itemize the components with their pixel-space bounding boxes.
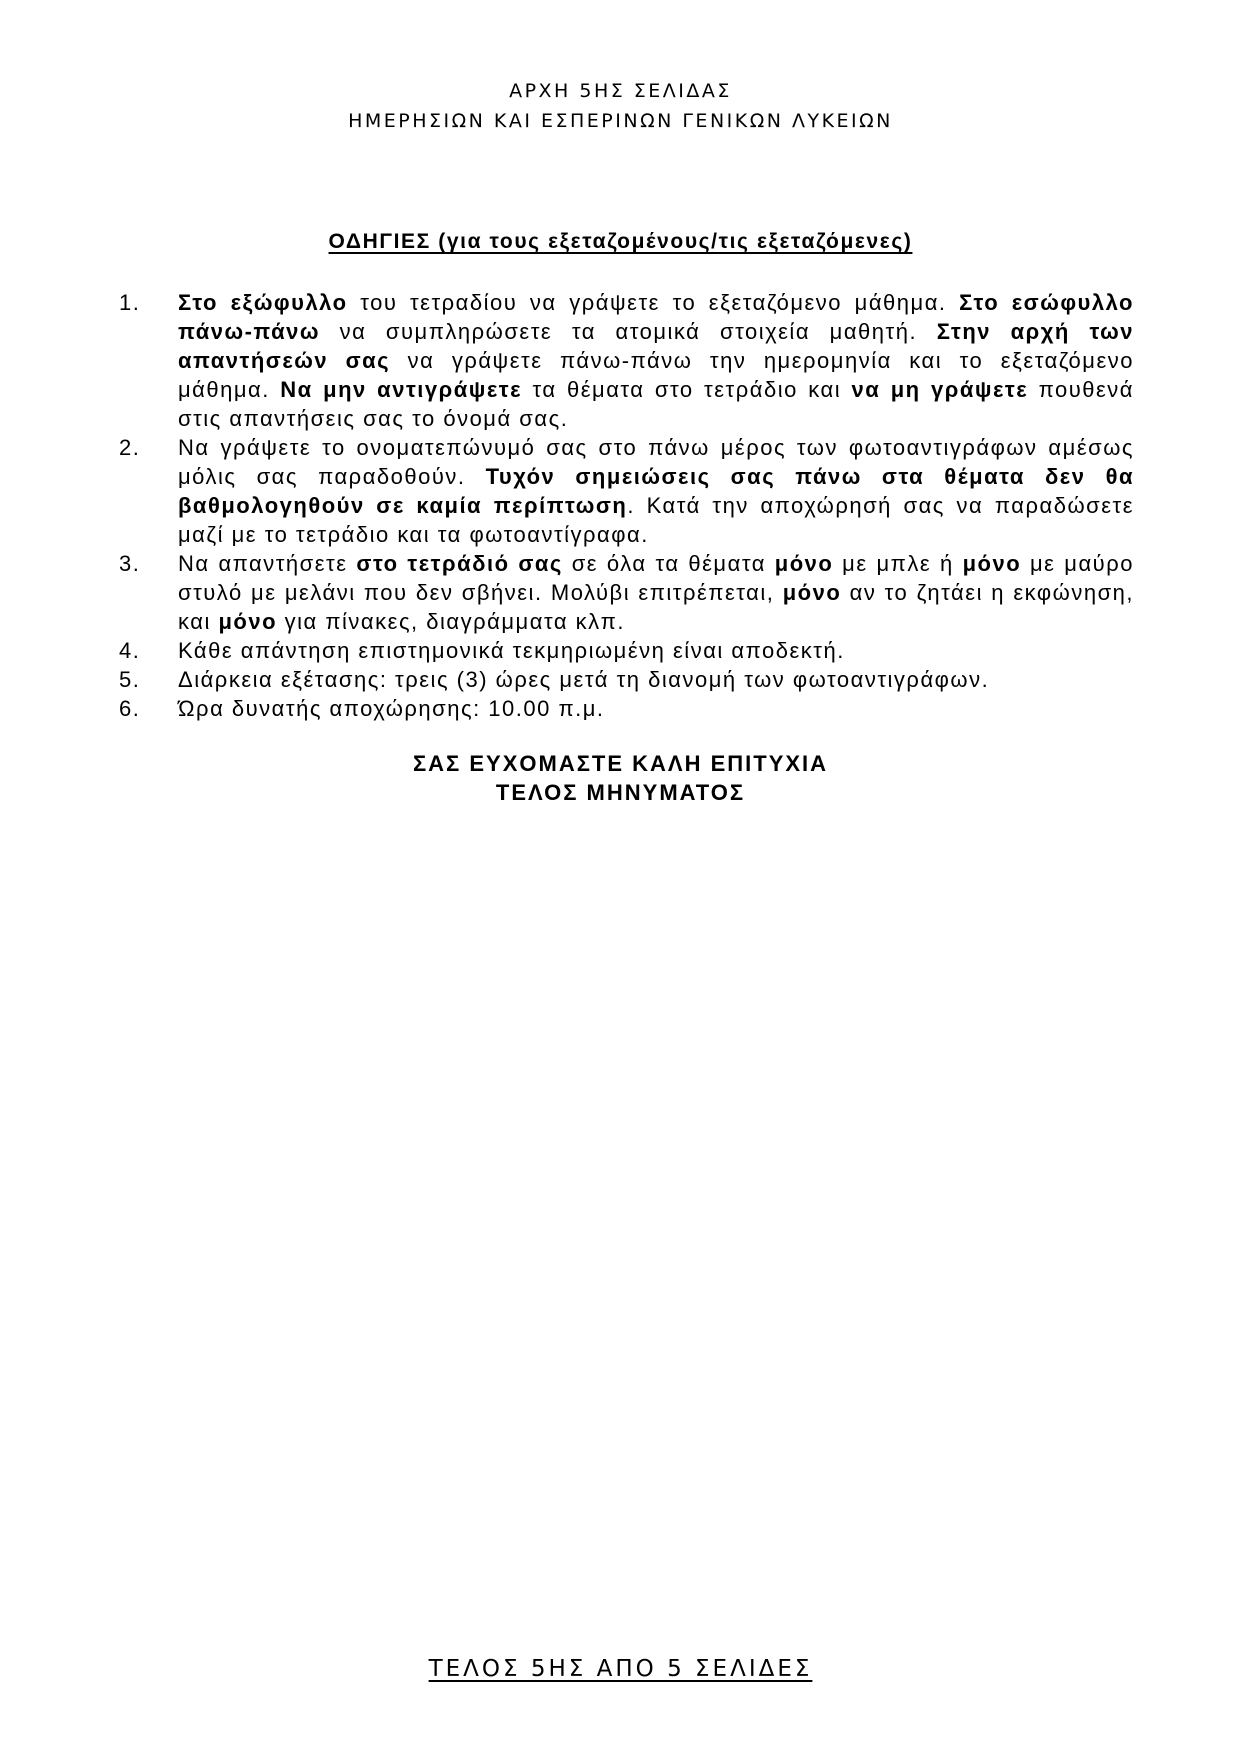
instruction-emphasis: στο τετράδιό σας [356,551,563,576]
instruction-text: με μαύρο στυλό με μελάνι που δεν σβήνει. Μολύβι επιτρέπεται, [178,551,1134,605]
instruction-text: . Κατά την αποχώρησή σας να παραδώσετε μαζί με το τετράδιο και τα φωτοαντίγραφα. [178,493,1135,547]
instruction-emphasis: μόνο [218,609,278,634]
instruction-emphasis: Στο εξώφυλλο [178,290,348,315]
instruction-number: 5. [119,667,141,692]
instruction-number: 2. [119,435,141,460]
instructions-title: ΟΔΗΓΙΕΣ (για τους εξεταζομένους/τις εξεταζόμενες) [328,230,913,253]
instruction-text: Ώρα δυνατής αποχώρησης: 10.00 π.μ. [178,696,605,721]
instruction-item [119,636,1134,665]
instruction-emphasis: Να μην αντιγράψετε [280,377,523,402]
instruction-item [119,433,1134,549]
instruction-number: 3. [119,551,141,576]
instruction-text: Κάθε απάντηση επιστημονικά τεκμηριωμένη είναι αποδεκτή. [178,638,845,663]
page-footer: ΤΕΛΟΣ 5ΗΣ ΑΠΟ 5 ΣΕΛΙΔΕΣ [428,1656,813,1682]
instruction-number: 1. [119,290,141,315]
instruction-text: αν το ζητάει η εκφώνηση, και [178,580,1134,634]
closing-line-1: ΣΑΣ ΕΥΧΟΜΑΣΤΕ ΚΑΛΗ ΕΠΙΤΥΧΙΑ [412,751,829,776]
instruction-emphasis: μόνο [774,551,834,576]
instruction-text: τα θέματα στο τετράδιο και [522,377,852,402]
instruction-emphasis: μόνο [782,580,842,605]
page-header-line-1: ΑΡΧΗ 5ΗΣ ΣΕΛΙΔΑΣ [509,80,732,102]
page-header [0,76,1241,136]
instruction-emphasis: Τυχόν σημειώσεις σας πάνω στα θέματα δεν θα βαθμολογηθούν σε καμία περίπτωση [178,464,1134,518]
instruction-item [119,549,1134,636]
instruction-emphasis: Στο εσώφυλλο πάνω-πάνω [178,290,1134,344]
instruction-item [119,694,1134,723]
instruction-text: πουθενά στις απαντήσεις σας το όνομά σας. [178,377,1135,431]
closing-message [0,749,1241,807]
instruction-item [119,288,1134,433]
closing-line-2: ΤΕΛΟΣ ΜΗΝΥΜΑΤΟΣ [495,780,746,805]
instruction-text: να γράψετε πάνω-πάνω την ημερομηνία και το εξεταζόμενο μάθημα. [178,348,1134,402]
page-header-line-2: ΗΜΕΡΗΣΙΩΝ ΚΑΙ ΕΣΠΕΡΙΝΩΝ ΓΕΝΙΚΩΝ ΛΥΚΕΙΩΝ [348,110,893,132]
instruction-text: να συμπληρώσετε τα ατομικά στοιχεία μαθητή. [319,319,937,344]
instruction-number: 4. [119,638,141,663]
instruction-text: Διάρκεια εξέτασης: τρεις (3) ώρες μετά τη διανομή των φωτοαντιγράφων. [178,667,990,692]
instruction-text: Να απαντήσετε [178,551,357,576]
instruction-text: με μπλε ή [833,551,963,576]
instruction-emphasis: Στην αρχή των απαντήσεών σας [178,319,1135,373]
instruction-item [119,665,1134,694]
instruction-number: 6. [119,696,141,721]
instruction-emphasis: μόνο [962,551,1022,576]
instruction-text: σε όλα τα θέματα [562,551,775,576]
instruction-text: για πίνακες, διαγράμματα κλπ. [277,609,625,634]
instruction-emphasis: να μη γράψετε [851,377,1029,402]
instruction-text: Να γράψετε το ονοματεπώνυμό σας στο πάνω μέρος των φωτοαντιγράφων αμέσως μόλις σας παραδοθούν. [178,435,1134,489]
instruction-text: του τετραδίου να γράψετε το εξεταζόμενο μάθημα. [347,290,960,315]
instructions-list [119,288,1134,723]
